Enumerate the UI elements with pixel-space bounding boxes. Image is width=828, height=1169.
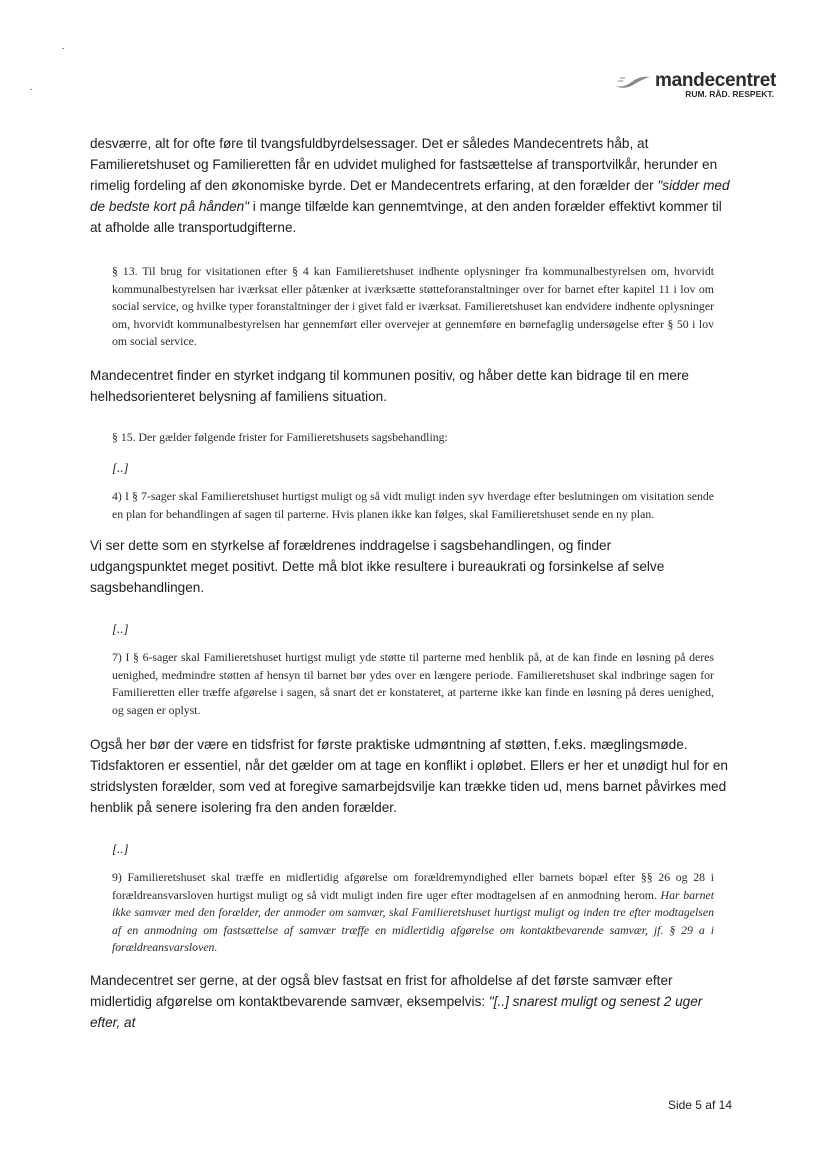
- quote-best-cards: "sidder med de bedste kort på hånden": [90, 178, 730, 214]
- omission-marker: [..]: [112, 621, 129, 636]
- quote-suggestion: "[..] snarest muligt og senest 2 uger efter, at: [90, 993, 703, 1030]
- mandecentret-logo: [615, 70, 776, 99]
- scan-speck: [62, 48, 64, 49]
- quote-section-13: § 13. Til brug for visitationen efter § 4 kan Familieretshuset indhente oplysninger fra kommunalbestyrelsen om, hvorvidt kommunalbestyrelsen har iværksat eller påtænker at iværksætte støtteforanstaltninger over for barnet efter kapitel 11 i lov om social service, og hvilke typer foranstaltninger der i givet fald er iværksat. Familieretshuset kan endvidere indhente oplysninger om, hvorvidt kommunalbestyrelsen har gennemført eller overvejer at gennemføre en børnefaglig undersøgelse efter § 50 i lov om social service.: [112, 264, 714, 348]
- page-number: Side 5 af 14: [667, 1098, 732, 1112]
- paragraph-transport: desværre, alt for ofte føre til tvangsfuldbyrdelsessager. Det er således Mandecentrets håb, at Familieretshuset og Familieretten får en udvidet mulighed for fastsættelse af transportvilkår, herunder en rimelig fordeling af den økonomiske byrde. Det er Mandecentrets erfaring, at den forælder der "sidder med de bedste kort på hånden" i mange tilfælde kan gennemtvinge, at den anden forælder effektivt kommer til at afholde alle transportudgifterne.: [90, 136, 730, 235]
- quote-section-15-item-9: 9) Familieretshuset skal træffe en midlertidig afgørelse om forældremyndighed eller barnets bopæl efter §§ 26 og 28 i forældreansvarsloven hurtigst muligt og så vidt muligt inden fire uger efter modtagelsen af en anmodning herom. Har barnet ikke samvær med den forælder, der anmoder om samvær, skal Familieretshuset hurtigst muligt og inden tre efter modtagelsen af en anmodning om fastsættelse af samvær træffe en midlertidig afgørelse om kontaktbevarende samvær, jf. § 29 a i forældreansvarsloven.: [112, 870, 714, 954]
- omission-marker: [..]: [112, 460, 129, 475]
- logo-tagline: RUM. RÅD. RESPEKT.: [685, 89, 774, 99]
- quote-section-15-item-4: 4) I § 7-sager skal Familieretshuset hurtigst muligt og så vidt muligt inden syv hverdage efter beslutningen om visitation sende en plan for behandlingen af sagen til parterne. Hvis planen ikke kan følges, skal Familieretshuset sende en ny plan.: [112, 489, 714, 521]
- paragraph-kommune: Mandecentret finder en styrket indgang til kommunen positiv, og håber dette kan bidrage til en mere helhedsorienteret belysning af familiens situation.: [90, 367, 689, 404]
- omission-marker: [..]: [112, 841, 129, 856]
- logo-name: mandecentret: [655, 70, 776, 91]
- scan-speck: [30, 89, 32, 90]
- paragraph-tidsfrist: Også her bør der være en tidsfrist for første praktiske udmøntning af støtten, f.eks. mæglingsmøde. Tidsfaktoren er essentiel, når det gælder om at tage en konflikt i opløbet. Ellers er her et unødigt hul for en stridslysten forælder, som ved at foregive samarbejdsvilje kan trække tiden ud, mens barnet påvirkes med henblik på senere isolering fra den anden forælder.: [90, 737, 728, 815]
- paragraph-frist-samvaer: Mandecentret ser gerne, at der også blev fastsat en frist for afholdelse af det første samvær efter midlertidig afgørelse om kontaktbevarende samvær, eksempelvis: "[..] snarest muligt og senest 2 uger efter, at: [90, 972, 703, 1030]
- document-body: [90, 133, 740, 1033]
- quote-section-15-item-9-italic: Har barnet ikke samvær med den forælder, der anmoder om samvær, skal Familieretshuset hurtigst muligt og inden tre efter modtagelsen af en anmodning om fastsættelse af samvær træffe en midlertidig afgørelse om kontaktbevarende samvær, jf. § 29 a i forældreansvarsloven.: [112, 887, 714, 954]
- quote-section-15-item-7: 7) I § 6-sager skal Familieretshuset hurtigst muligt yde støtte til parterne med henblik på, at de kan finde en løsning på deres uenighed, medmindre støtten af hensyn til barnet bør ydes over en længere periode. Familieretshuset skal indbringe sagen for Familieretten eller træffe afgørelse i sagen, så snart det er konstateret, at parterne ikke kan finde en løsning på deres uenighed, og sagen er oplyst.: [112, 650, 714, 717]
- paragraph-inddragelse: Vi ser dette som en styrkelse af forældrenes inddragelse i sagsbehandlingen, og finder udgangspunktet meget positivt. Dette må blot ikke resultere i bureaukrati og forsinkelse af selve sagsbehandlingen.: [90, 538, 665, 595]
- logo-swoosh-icon: [615, 73, 651, 89]
- quote-section-15-intro: § 15. Der gælder følgende frister for Familieretshusets sagsbehandling:: [112, 429, 448, 444]
